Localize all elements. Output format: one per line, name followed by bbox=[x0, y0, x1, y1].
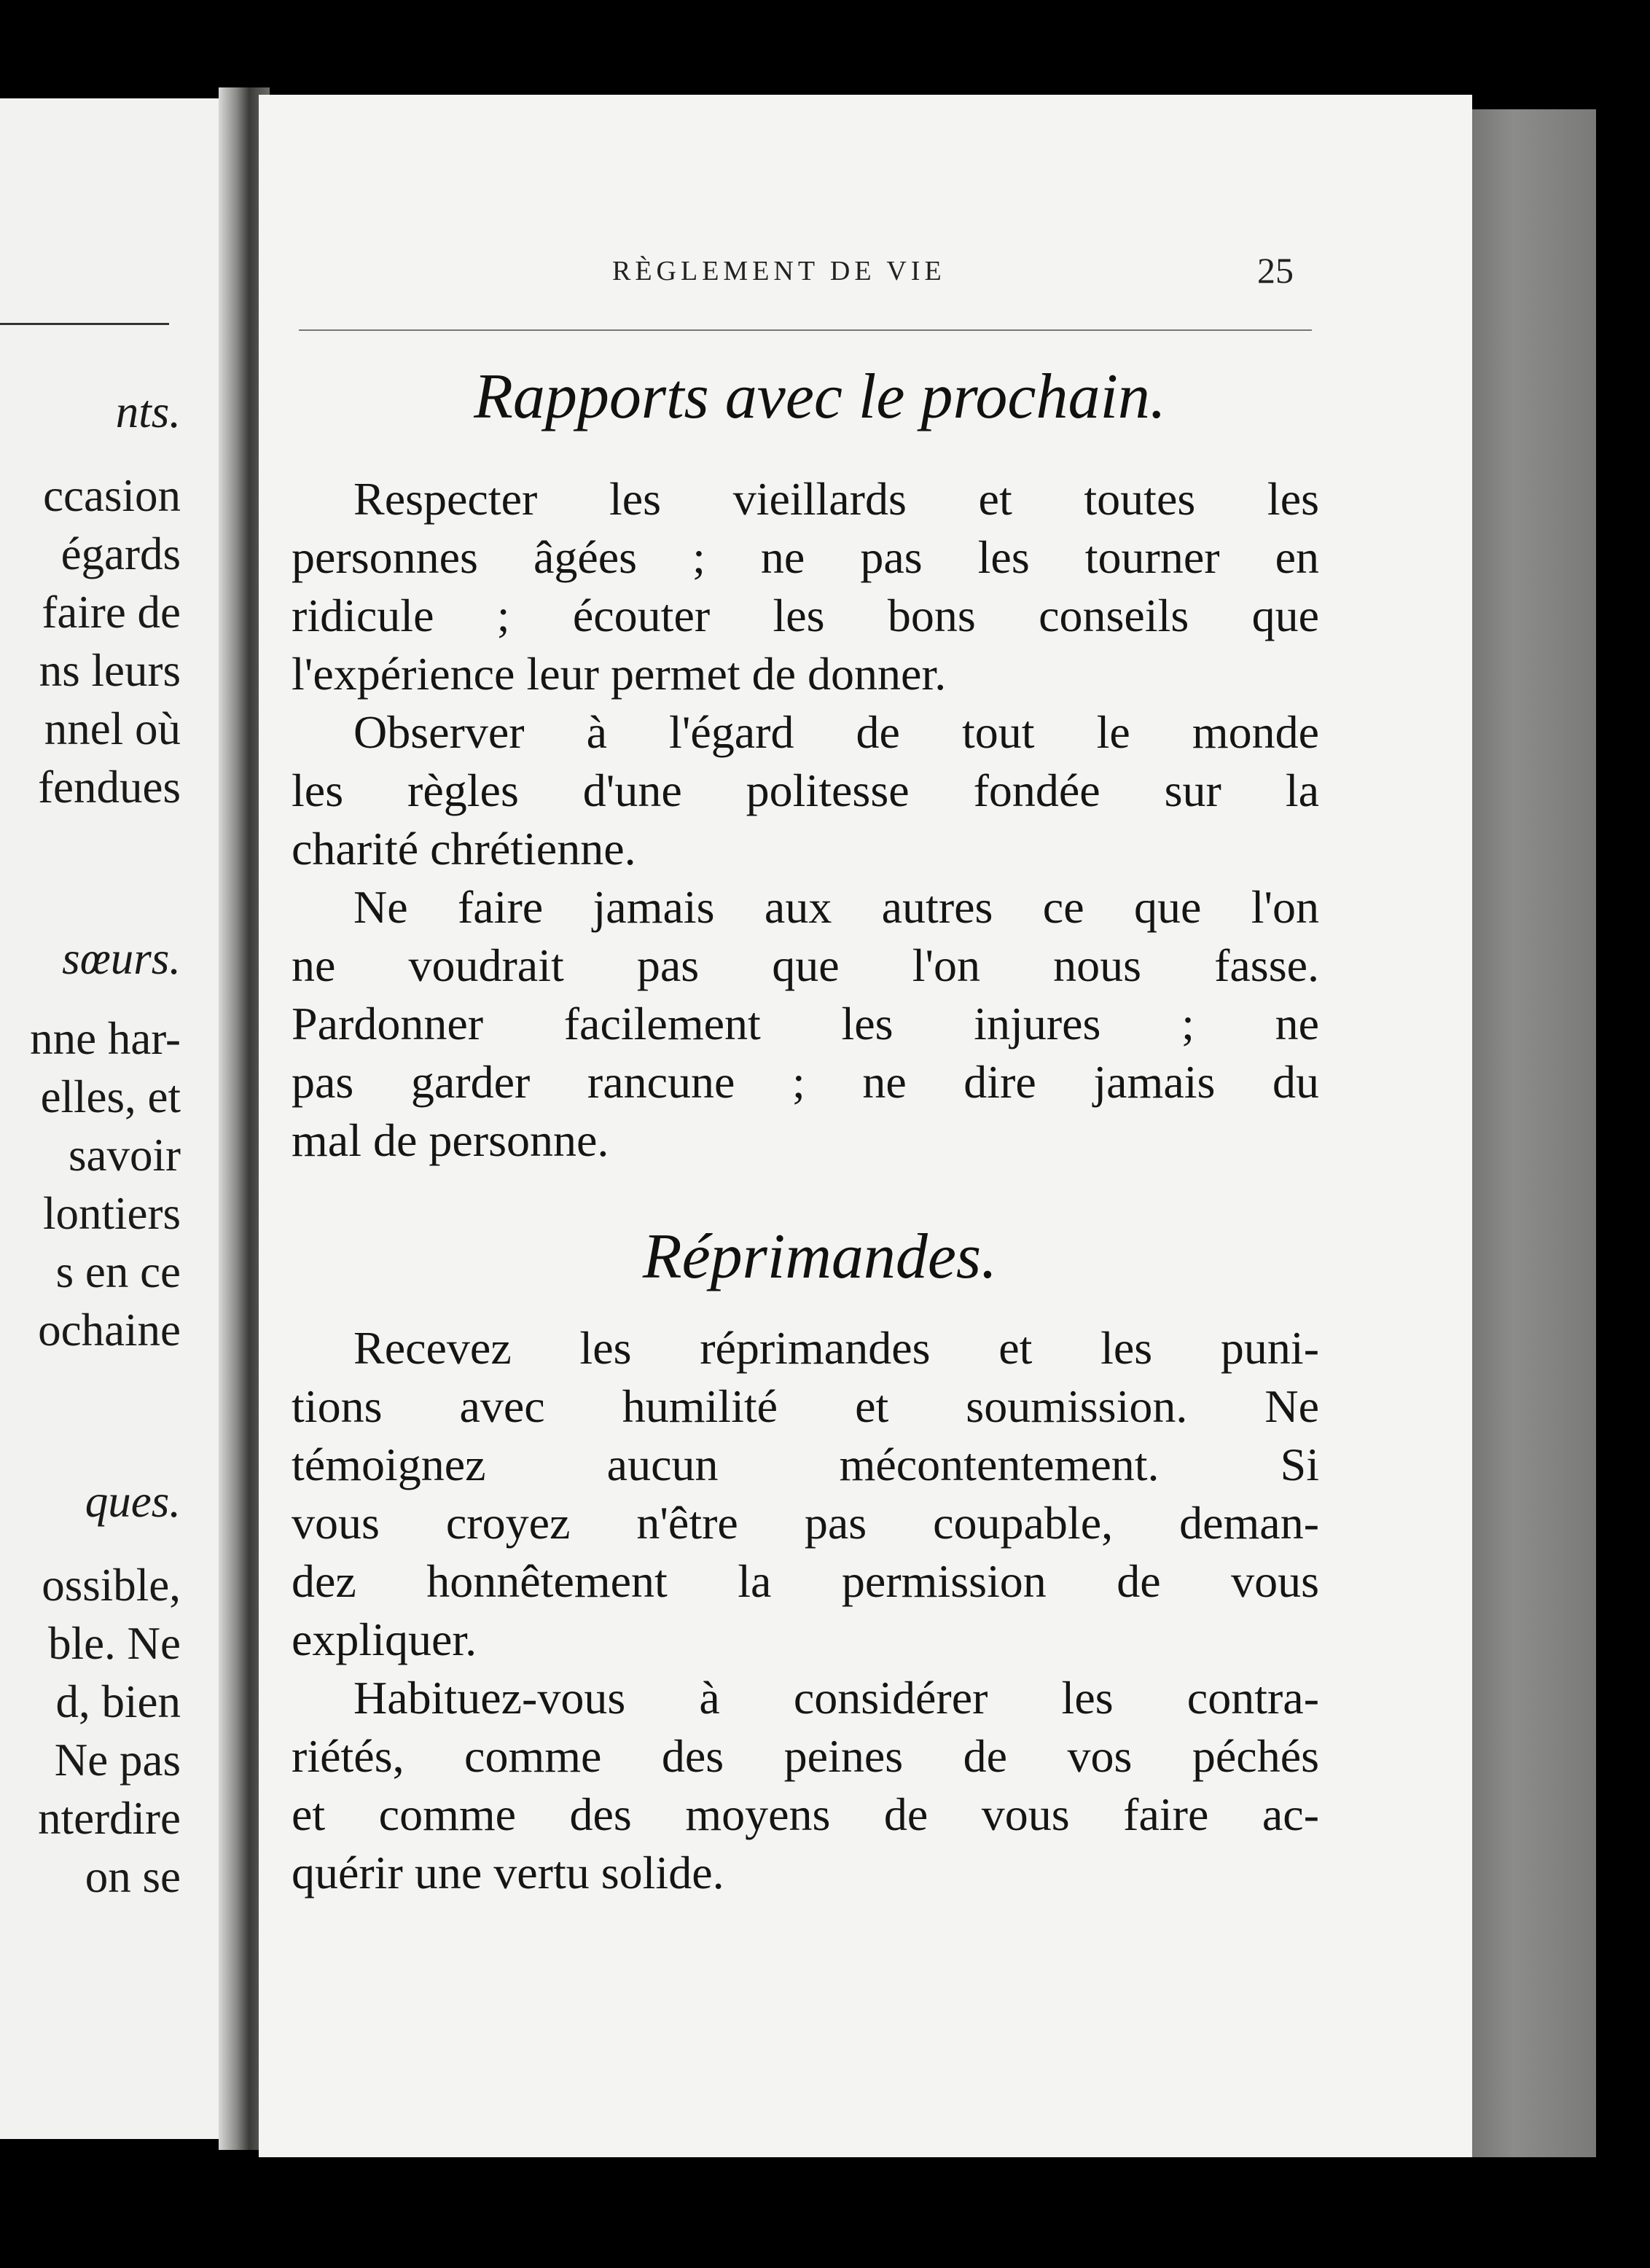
running-title: RÈGLEMENT DE VIE bbox=[612, 256, 946, 286]
previous-page-line: égards bbox=[60, 528, 181, 579]
paragraph-line: charité chrétienne. bbox=[292, 823, 636, 875]
paragraph-line: tions avec humilité et soumission. Ne bbox=[292, 1380, 1319, 1432]
current-page bbox=[259, 95, 1472, 2157]
previous-page-line: ble. Ne bbox=[48, 1618, 181, 1669]
paragraph-line: Habituez-vous à considérer les contra- bbox=[353, 1672, 1319, 1724]
paragraph-line: ne voudrait pas que l'on nous fasse. bbox=[292, 939, 1319, 991]
section-title: Rapports avec le prochain. bbox=[474, 361, 1166, 432]
paragraph-line: Recevez les réprimandes et les puni- bbox=[353, 1322, 1319, 1374]
previous-page-line: faire de bbox=[42, 587, 181, 638]
previous-page-line: Ne pas bbox=[54, 1735, 181, 1786]
paragraph-line: Ne faire jamais aux autres ce que l'on bbox=[353, 881, 1319, 933]
previous-page-line: lontiers bbox=[43, 1188, 181, 1239]
header-rule bbox=[299, 329, 1312, 331]
previous-page-line: nts. bbox=[115, 386, 181, 437]
previous-page-line: ccasion bbox=[43, 470, 181, 521]
previous-page-line: nne har- bbox=[30, 1013, 181, 1064]
previous-page-line: ochaine bbox=[38, 1305, 181, 1356]
previous-page-line: s en ce bbox=[55, 1246, 181, 1297]
running-head bbox=[259, 250, 1472, 299]
page-block-edge bbox=[1458, 109, 1596, 2157]
paragraph-line: quérir une vertu solide. bbox=[292, 1847, 724, 1899]
paragraph-line: dez honnêtement la permission de vous bbox=[292, 1555, 1319, 1607]
previous-page-line: nnel où bbox=[44, 703, 181, 754]
paragraph-line: mal de personne. bbox=[292, 1114, 609, 1166]
paragraph-line: riétés, comme des peines de vos péchés bbox=[292, 1730, 1319, 1782]
paragraph-line: Respecter les vieillards et toutes les bbox=[353, 473, 1319, 525]
paragraph-line: pas garder rancune ; ne dire jamais du bbox=[292, 1056, 1319, 1108]
section-title: Réprimandes. bbox=[642, 1221, 998, 1292]
previous-page-line: elles, et bbox=[40, 1071, 181, 1122]
paragraph-line: Pardonner facilement les injures ; ne bbox=[292, 998, 1319, 1049]
previous-page-line: ques. bbox=[85, 1476, 181, 1527]
paragraph-line: l'expérience leur permet de donner. bbox=[292, 648, 947, 700]
paragraph-line: les règles d'une politesse fondée sur la bbox=[292, 765, 1319, 816]
paragraph-line: ridicule ; écouter les bons conseils que bbox=[292, 590, 1319, 641]
paragraph-line: personnes âgées ; ne pas les tourner en bbox=[292, 531, 1319, 583]
previous-page-line: ns leurs bbox=[39, 645, 181, 696]
previous-page bbox=[0, 98, 233, 2139]
previous-page-rule bbox=[0, 323, 169, 325]
paragraph-line: témoignez aucun mécontentement. Si bbox=[292, 1439, 1319, 1490]
previous-page-line: savoir bbox=[69, 1130, 181, 1181]
page-number: 25 bbox=[1257, 250, 1294, 291]
previous-page-line: ossible, bbox=[42, 1560, 181, 1611]
paragraph-line: et comme des moyens de vous faire ac- bbox=[292, 1788, 1319, 1840]
previous-page-line: on se bbox=[85, 1851, 181, 1902]
paragraph-line: expliquer. bbox=[292, 1614, 477, 1665]
previous-page-line: d, bien bbox=[55, 1676, 181, 1727]
previous-page-line: fendues bbox=[38, 762, 181, 813]
previous-page-line: nterdire bbox=[38, 1793, 181, 1844]
paragraph-line: vous croyez n'être pas coupable, deman- bbox=[292, 1497, 1319, 1549]
previous-page-line: sœurs. bbox=[62, 933, 181, 984]
paragraph-line: Observer à l'égard de tout le monde bbox=[353, 706, 1319, 758]
